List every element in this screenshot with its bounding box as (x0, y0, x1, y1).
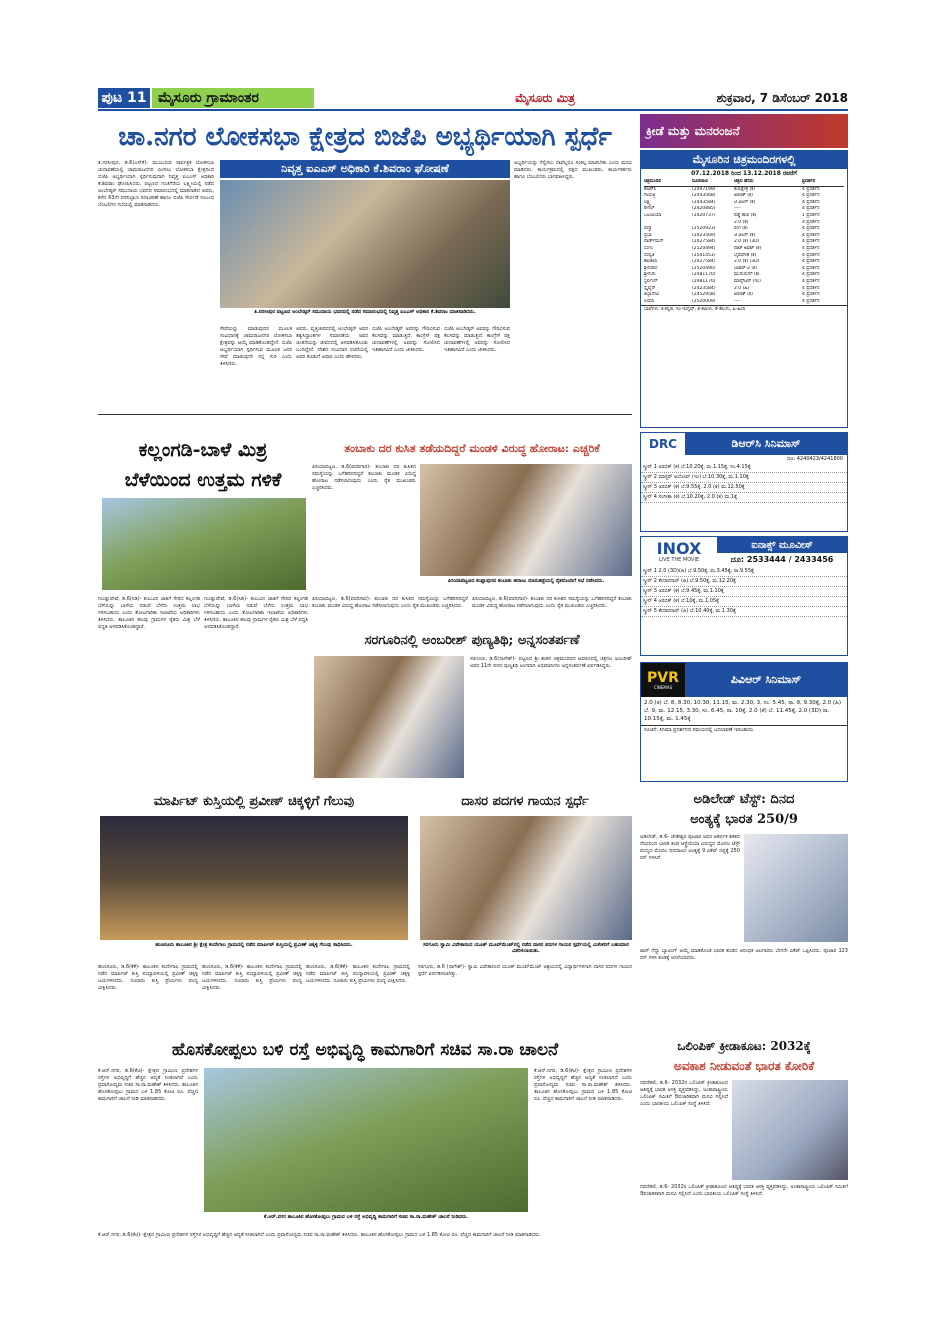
road-column-1: ಕೆ.ಆರ್.ನಗರ, ಡಿ.6(ಕೆಟಿ)- ಕ್ಷೇತ್ರದ ಗ್ರಾಮೀಣ ಪ್ರದೇಶಗಳ ರಸ್ತೆಗಳ ಅಭಿವೃದ್ಧಿಗೆ ಹೆಚ್ಚಿನ ಆದ್ಯತೆ ನೀಡಲಾಗಿದೆ ಎಂದು ಪ್ರವಾಸೋದ್ಯಮ ಸಚಿವ ಸಾ.ರಾ.ಮಹೇಶ್ ತಿಳಿಸಿದರು. ತಾಲೂಕಿನ ಹೊಸಕೋಪ್ಪಲು ಗ್ರಾಮದ ಬಳಿ 1.85 ಕೋಟಿ ರೂ. ವೆಚ್ಚದ ಕಾಮಗಾರಿಗೆ ಚಾಲನೆ ನೀಡಿ ಮಾತನಾಡಿದರು. (98, 1068, 198, 1102)
cinema-shows: 4 ಪ್ರದರ್ಶನ (802, 206, 820, 212)
cinema-name: ಸರಸ್ವತಿ (644, 252, 655, 258)
cinema-phone (692, 220, 734, 227)
cinema-shows: 4 ಪ್ರದರ್ಶನ (802, 252, 820, 258)
ambareesh-headline: ಸರಗೂರಿನಲ್ಲಿ ಅಂಬರೀಶ್ ಪುಣ್ಯತಿಥಿ; ಅನ್ನಸಂತರ್ಪಣೆ (364, 633, 580, 648)
cinema-header-name: ಚಿತ್ರಮಂದಿರ (644, 179, 662, 184)
olympic-photo (732, 1080, 848, 1180)
cinema-name (644, 220, 692, 227)
lead-column-4b: ಬಿಜೆಪಿ ಅಂಬೇಡ್ಕರ್ ಅವರನ್ನು ಗೌರವಿಸುವ ಕೆಲಸವನ್ನು ಮಾಡುತ್ತಿದೆ. ಕಾಂಗ್ರೆಸ್ ಪಕ್ಷ ಚುನಾವಣೆಗಳಲ್ಲಿ ಅವರನ್ನು ಸೋಲಿಸಿದ ಇತಿಹಾಸವಿದೆ ಎಂದು ಟೀಕಿಸಿದರು. (444, 326, 510, 353)
cinema-film: 2.0 (ಕ) (3D) (734, 259, 760, 265)
cinema-film: ಪಡ್ಡೆ ಹುಲಿ (ಕ) (734, 212, 757, 218)
cinema-film: ಬಜಾರ್-2 (ಕ) (734, 265, 757, 271)
dasara-photo (420, 816, 632, 940)
divider (98, 414, 632, 415)
cinema-film: ಟಿ ವಿಲನ್ (ಕ) (734, 199, 756, 205)
inox-row: ಸ್ಕ್ರೀನ್ 5 ಕೇದಾರನಾಥ್ (ಹಿ) ಬೆ.10.40ಕ್ಕೆ, ಮ.1.30ಕ್ಕೆ (641, 607, 847, 617)
cinema-name: ರೀಗಲ್ (644, 206, 655, 212)
cinema-phone: (2520490) (692, 265, 716, 271)
pvr-logo (641, 663, 685, 697)
cinema-shows: 4 ಪ್ರದರ್ಶನ (802, 298, 820, 304)
inox-row: ಸ್ಕ್ರೀನ್ 3 ಅರಬಿಕ್ (ಕ) ಬೆ.9.45ಕ್ಕೆ, ಮ.1.10ಕ್ಕೆ (641, 587, 847, 597)
wrestling-photo (100, 816, 408, 940)
cinema-title: ಮೈಸೂರಿನ ಚಿತ್ರಮಂದಿರಗಳಲ್ಲಿ (641, 151, 847, 169)
cinema-film: ಟಿ ವಿಲನ್ (ಕ) (734, 232, 756, 238)
inox-title-block (717, 537, 847, 567)
cinema-name: ಒಲಂಪಿಯಾ (644, 212, 662, 218)
road-column-3: ಕೆ.ಆರ್.ನಗರ, ಡಿ.6(ಕೆಟಿ)- ಕ್ಷೇತ್ರದ ಗ್ರಾಮೀಣ ಪ್ರದೇಶಗಳ ರಸ್ತೆಗಳ ಅಭಿವೃದ್ಧಿಗೆ ಹೆಚ್ಚಿನ ಆದ್ಯತೆ ನೀಡಲಾಗಿದೆ ಎಂದು ಪ್ರವಾಸೋದ್ಯಮ ಸಚಿವ ಸಾ.ರಾ.ಮಹೇಶ್ ತಿಳಿಸಿದರು. ತಾಲೂಕಿನ ಹೊಸಕೋಪ್ಪಲು ಗ್ರಾಮದ ಬಳಿ 1.85 ಕೋಟಿ ರೂ. ವೆಚ್ಚದ ಕಾಮಗಾರಿಗೆ ಚಾಲನೆ ನೀಡಿ ಮಾತನಾಡಿದರು. (98, 1232, 541, 1238)
lead-column-1: ತಿ.ನರಸೀಪುರ, ಡಿ.6(ಎಸ್‌ಕೆ)- ಮುಂಬರುವ ಸಾರ್ವತ್ರಿಕ ಲೋಕಸಭಾ ಚುನಾವಣೆಯಲ್ಲಿ ಚಾಮರಾಜನಗರ ಮೀಸಲು ಲೋಕಸಭಾ ಕ್ಷೇತ್ರದಿಂದ ಬಿಜೆಪಿ ಅಭ್ಯರ್ಥಿಯಾಗಿ ಸ್ಪರ್ಧಿಸುವುದಾಗಿ ನಿವೃತ್ತ ಐಎಎಸ್ ಅಧಿಕಾರಿ ಕೆ.ಶಿವರಾಂ ಘೋಷಿಸಿದರು. ಪಟ್ಟಣದ ಗಂಜಿಗೆರೆಯ ಲಕ್ಷ್ಮೀಯಲ್ಲಿ ನಡೆದ ಅಂಬೇಡ್ಕರ್ ಸಮುದಾಯ ಭವನದ ಸಮಾರಂಭದಲ್ಲಿ ಮಾತನಾಡಿದ ಅವರು, ಕಳೆದ 63ನೇ ಪರಿನಿಬ್ಬಾಣ ದಿನಾಚರಣೆ ಹಾಗೂ ಬಿಜೆಪಿ ಸೇರ್ಪಡೆ ಸಂಬಂಧ ಬೆಂಬಲಿಗರ ಸಭೆಯಲ್ಲಿ ಮಾತನಾಡಿದರು. (98, 160, 214, 208)
cinema-row (644, 253, 844, 260)
cinema-phone: (2420737) (692, 212, 716, 218)
pvr-schedule: 2.0 (ತ) ಬೆ. 8, 8.30, 10.30, 11.15, ಮ. 2.30, 3, ಸಂ. 5.45, ರಾ. 9, 9.30ಕ್ಕೆ, 2.0 (ಹಿ) ಬೆ. 9, ಮ. 12.15, 3.30, ಸಂ. 6.45, ರಾ. 10ಕ್ಕೆ, 2.0 (ತೆ) ಬೆ. 11.45ಕ್ಕೆ, 2.0 (3D) ರಾ. 10.15ಕ್ಕೆ, ಮ. 1.45ಕ್ಕೆ (644, 700, 842, 722)
cinema-row (644, 213, 844, 220)
wrestling-column-2: ಹುಣಸೂರು, ಡಿ.6(ಕೆಕೆ)- ತಾಲೂಕಿನ ಕಂದೇಗಾಲ ಗ್ರಾಮದಲ್ಲಿ ನಡೆದ ಮಾರ್ಪಿಟ್ ಕುಸ್ತಿ ಪಂದ್ಯಾವಳಿಯಲ್ಲಿ ಪ್ರವೀಣ್ ಚಿಕ್ಕಳ್ಳಿ ಜಯಗಳಿಸಿದರು. ನೂರಾರು ಕುಸ್ತಿ ಪ್ರೇಮಿಗಳು ಪಂದ್ಯ ವೀಕ್ಷಿಸಿದರು. (202, 964, 302, 991)
cinema-phone: (2520494) (692, 245, 716, 251)
cinema-film: ಮುಗುಳುನಗೆ (ಕ) (734, 272, 760, 278)
cinema-shows: 4 ಪ್ರದರ್ಶನ (802, 239, 820, 245)
pvr-logo-text: PVR (647, 669, 679, 686)
cinema-film: 2.0 (ಹಿ) (734, 285, 750, 291)
drc-header (641, 433, 847, 455)
cinema-shows: 4 ಪ್ರದರ್ಶನ (802, 232, 820, 238)
pvr-header (641, 663, 847, 697)
banana-headline-1: ಕಲ್ಲಂಗಡಿ-ಬಾಳೆ ಮಿಶ್ರ (138, 439, 268, 461)
cinema-phone: (2420885) (692, 206, 716, 212)
cinema-shows: 4 ಪ್ರದರ್ಶನ (802, 292, 820, 298)
inox-title: ಐನಾಕ್ಸ್ ಮೂವೀಸ್ (717, 537, 847, 553)
cinema-header-phone: ದೂರವಾಣಿ (692, 179, 708, 184)
cinema-shows: 1 ಪ್ರದರ್ಶನ (802, 212, 820, 218)
cinema-phone: (2541451) (692, 252, 716, 258)
tobacco-caption: ಪಿರಿಯಾಪಟ್ಟಣದ ಕಂಪ್ಲಾಪುರದ ತಂಬಾಕು ಹರಾಜು ಮಾರುಕಟ್ಟೆಯಲ್ಲಿ ರೈತರೊಂದಿಗೆ ಸಭೆ ನಡೆಸಿದರು. (447, 578, 605, 584)
pvr-title: ಪಿವಿಆರ್ ಸಿನಿಮಾಸ್ (685, 663, 847, 697)
cinema-row (644, 266, 844, 273)
cinema-name: ಗಾಯತ್ರಿ (644, 193, 656, 199)
cinema-row (644, 272, 844, 279)
cinema-film: ---- (734, 298, 741, 304)
lead-column-5: ಅಭ್ಯರ್ಥಿಯನ್ನು ಗೆಲ್ಲಿಸಲು ನಾವೆಲ್ಲರೂ ಸಂಕಲ್ಪ ಮಾಡಬೇಕು ಎಂದು ಮನವಿ ಮಾಡಿದರು. ಕಾರ್ಯಕ್ರಮದಲ್ಲಿ ಪಕ್ಷದ ಮುಖಂಡರು, ಕಾರ್ಯಕರ್ತರು ಹಾಗೂ ಬೆಂಬಲಿಗರು ಭಾಗವಹಿಸಿದ್ದರು. (514, 160, 632, 180)
cinema-film: 2.0 (ಕ) (3D) (734, 239, 760, 245)
cinema-phone: (2427584) (692, 259, 716, 265)
cinema-name: ಪ್ರಭಾ (644, 232, 652, 238)
drc-box (640, 432, 848, 532)
road-column-2: ಕೆ.ಆರ್.ನಗರ, ಡಿ.6(ಕೆಟಿ)- ಕ್ಷೇತ್ರದ ಗ್ರಾಮೀಣ ಪ್ರದೇಶಗಳ ರಸ್ತೆಗಳ ಅಭಿವೃದ್ಧಿಗೆ ಹೆಚ್ಚಿನ ಆದ್ಯತೆ ನೀಡಲಾಗಿದೆ ಎಂದು ಪ್ರವಾಸೋದ್ಯಮ ಸಚಿವ ಸಾ.ರಾ.ಮಹೇಶ್ ತಿಳಿಸಿದರು. ತಾಲೂಕಿನ ಹೊಸಕೋಪ್ಪಲು ಗ್ರಾಮದ ಬಳಿ 1.85 ಕೋಟಿ ರೂ. ವೆಚ್ಚದ ಕಾಮಗಾರಿಗೆ ಚಾಲನೆ ನೀಡಿ ಮಾತನಾಡಿದರು. (534, 1068, 632, 1102)
cinema-film: ಕುರುಕ್ಷೇತ್ರ (ಕ) (734, 186, 756, 192)
ambareesh-body: ಸರಗೂರು, ಡಿ.6(ನಾಗೇಶ್)- ಪಟ್ಟಣದ ಶ್ರೀ ಶಂಕರ ಚಿತ್ರಮಂದಿರದ ಆವರಣದಲ್ಲಿ ಚಿತ್ರನಟ ಅಂಬರೀಶ್ ಅವರ 11ನೇ ದಿನದ ಪುಣ್ಯತಿಥಿ ಅಂಗವಾಗಿ ಅಭಿಮಾನಿಗಳು ಅನ್ನಸಂತರ್ಪಣೆ ಏರ್ಪಡಿಸಿದ್ದರು. (470, 656, 632, 669)
cinema-name: ಸ್ಕೈಲೈನ್ (644, 285, 656, 291)
olympic-headline-1: ಒಲಿಂಪಿಕ್ ಕ್ರೀಡಾಕೂಟ: 2032ಕ್ಕೆ (677, 1039, 811, 1053)
tobacco-headline: ತಂಬಾಕು ದರ ಕುಸಿತ ತಡೆಯದಿದ್ದರೆ ಮಂಡಳಿ ವಿರುದ್ಧ ಹೋರಾಟ: ಎಚ್ಚರಿಕೆ (344, 442, 600, 455)
cinema-film: ನಾಟ್ ಅವಟ್ (ಕ) (734, 245, 762, 251)
drc-row: ಸ್ಕ್ರೀನ್ 2 ಮಾಸ್ಟರ್ ಅಬೋವ್ (ಇಂ) ಬೆ.10.30ಕ್ಕೆ, ಮ.1.10ಕ್ಕೆ (641, 473, 847, 483)
cinema-shows: 4 ಪ್ರದರ್ಶನ (802, 272, 820, 278)
pvr-note: ಸೂಚನೆ: ಸಿನಿಮಾ ಪ್ರದರ್ಶನದ ಸಮಯದಲ್ಲಿ ಬದಲಾವಣೆ ಇರಬಹುದು. (641, 725, 847, 735)
cinema-row (644, 299, 844, 306)
cinema-phone: (2497199) (692, 186, 716, 192)
inox-phone: ದೂ: 2533444 / 2433456 (730, 555, 834, 564)
cinema-shows: 4 ಪ್ರದರ್ಶನ (802, 265, 820, 271)
inox-row: ಸ್ಕ್ರೀನ್ 4 ಅರಬಿಕ್ (ಕ) ಬೆ.10ಕ್ಕೆ, ಮ.1.05ಕ್ಕೆ (641, 597, 847, 607)
cinema-note: ಭಾಷೆಗಳು: ಕ-ಕನ್ನಡ, ಇಂ-ಇಂಗ್ಲಿಷ್, ತ-ತಮಿಳು, ತೆ-ತೆಲುಗು, ಹಿ-ಹಿಂದಿ (641, 305, 847, 314)
dasara-caption: ಸರಗೂರು ಸ್ವಾಮಿ ವಿವೇಕಾನಂದ ಯೂತ್ ಮೂವ್‌ಮೆಂಟ್‌ನಲ್ಲಿ ನಡೆದ ದಾಸರ ಪದಗಳ ಗಾಯನ ಸ್ಪರ್ಧೆಯಲ್ಲಿ ವಿಜೇತರಿಗೆ ಬಹುಮಾನ ವಿತರಿಸಲಾಯಿತು. (423, 942, 629, 954)
dasara-headline: ದಾಸರ ಪದಗಳ ಗಾಯನ ಸ್ಪರ್ಧೆ (461, 794, 589, 809)
inox-logo-text: INOX (656, 539, 702, 558)
lead-headline: ಚಾ.ನಗರ ಲೋಕಸಭಾ ಕ್ಷೇತ್ರದ ಬಿಜೆಪಿ ಅಭ್ಯರ್ಥಿಯಾಗಿ ಸ್ಪರ್ಧೆ (118, 122, 612, 152)
cinema-box (640, 150, 848, 428)
lead-strap: ನಿವೃತ್ತ ಐಎಎಸ್ ಅಧಿಕಾರಿ ಕೆ.ಶಿವರಾಂ ಘೋಷಣೆ (220, 160, 510, 178)
drc-logo: DRC (641, 433, 685, 455)
cinema-row (644, 220, 844, 227)
cinema-phone: (2452958) (692, 292, 716, 298)
cinema-phone: (2481170) (692, 272, 716, 278)
inox-row: ಸ್ಕ್ರೀನ್ 2 ಕೇದಾರನಾಥ್ (ಹಿ) ಬೆ.9.50ಕ್ಕೆ, ಮ.12.20ಕ್ಕೆ (641, 577, 847, 587)
cinema-name: ಸಂಗಂ (644, 245, 653, 251)
lead-column-2: ಸೇವೆಯನ್ನು ಮಾಡುವುದರ ಮೂಲಕ ಸಂವಿಧಾನಕ್ಕೆ ಚಾಮರಾಜನಗರ ಲೋಕಸಭಾ ಕ್ಷೇತ್ರವನ್ನು ಆಯ್ಕೆ ಮಾಡಿಕೊಂಡಿದ್ದೇನೆ. ಬಿಜೆಪಿ ಅಭ್ಯರ್ಥಿಯಾಗಿ ಸ್ಪರ್ಧಿಸುವ ಮೂಲಕ ಜನರ ಸೇವೆ ಮಾಡುವುದೇ ನನ್ನ ಗುರಿ ಎಂದು ತಿಳಿಸಿದರು. (220, 326, 292, 367)
cinema-name: ಸ್ಟರ್ಲಿಂಗ್ (644, 278, 658, 284)
cinema-film: ರಂಗ (ಕ) (734, 226, 748, 232)
drc-row: ಸ್ಕ್ರೀನ್ 4 ಸಂಗೀತಾ (ಕ) ಬೆ.10.20ಕ್ಕೆ, 2.0 (ತ) ಮ.1ಕ್ಕೆ (641, 493, 847, 503)
tobacco-column-2: ಪಿರಿಯಾಪಟ್ಟಣ, ಡಿ.6(ವರದಿಗಾರ)- ತಂಬಾಕು ದರ ಕುಸಿತದ ಸಮಸ್ಯೆಯನ್ನು ಬಗೆಹರಿಸದಿದ್ದರೆ ತಂಬಾಕು ಮಂಡಳಿ ವಿರುದ್ಧ ಹೋರಾಟ ನಡೆಸಲಾಗುವುದು ಎಂದು ರೈತ ಮುಖಂಡರು ಎಚ್ಚರಿಸಿದರು. (312, 596, 468, 609)
cricket-column-1: ಅಡಿಲೇಡ್, ಡಿ.6- ಚೇತೇಶ್ವರ ಪೂಜಾರ ಅವರ ಆಕರ್ಷಕ ಶತಕದ ನೆರವಿನಿಂದ ಭಾರತ ತಂಡ ಆಸ್ಟ್ರೇಲಿಯಾ ವಿರುದ್ಧದ ಮೊದಲ ಟೆಸ್ಟ್ ಪಂದ್ಯದ ಮೊದಲ ದಿನದಾಟದ ಅಂತ್ಯಕ್ಕೆ 9 ವಿಕೆಟ್ ನಷ್ಟಕ್ಕೆ 250 ರನ್ ಗಳಿಸಿದೆ. (640, 834, 740, 861)
ambareesh-photo (314, 656, 464, 778)
tobacco-column-3: ಪಿರಿಯಾಪಟ್ಟಣ, ಡಿ.6(ವರದಿಗಾರ)- ತಂಬಾಕು ದರ ಕುಸಿತದ ಸಮಸ್ಯೆಯನ್ನು ಬಗೆಹರಿಸದಿದ್ದರೆ ತಂಬಾಕು ಮಂಡಳಿ ವಿರುದ್ಧ ಹೋರಾಟ ನಡೆಸಲಾಗುವುದು ಎಂದು ರೈತ ಮುಖಂಡರು ಎಚ್ಚರಿಸಿದರು. (472, 596, 632, 609)
cinema-row (644, 259, 844, 266)
cinema-shows: 4 ಪ್ರದರ್ಶನ (802, 245, 820, 251)
cricket-headline-2: ಅಂತ್ಯಕ್ಕೆ ಭಾರತ 250/9 (690, 812, 798, 827)
header-rule (98, 109, 848, 111)
cricket-column-2: ಟಾಸ್ ಗೆದ್ದು ಬ್ಯಾಟಿಂಗ್ ಆಯ್ಕೆ ಮಾಡಿಕೊಂಡ ಭಾರತ ತಂಡದ ಆರಂಭಿಕ ಆಟಗಾರರು ಬೇಗನೇ ವಿಕೆಟ್ ಒಪ್ಪಿಸಿದರು. ಪೂಜಾರ 123 ರನ್ ಗಳಿಸಿ ತಂಡಕ್ಕೆ ಆಸರೆಯಾದರು. (640, 948, 848, 961)
drc-row: ಸ್ಕ್ರೀನ್ 3 ಅರಬಿಕ್ (ಕ) ಬೆ.9.55ಕ್ಕೆ, 2.0 (ತ) ಮ.12.50ಕ್ಕೆ (641, 483, 847, 493)
cinema-name: ತಿಬ್ಬಾದೇವಿ (644, 292, 659, 298)
cinema-row (644, 239, 844, 246)
drc-phone: ದೂ: 4240423/4241800 (787, 456, 843, 462)
drc-title: ಡಿಆರ್‌ಸಿ ಸಿನಿಮಾಸ್ (731, 437, 801, 450)
cinema-name: ಪದ್ಮಾ (644, 226, 652, 232)
banana-column-2: ಗುಂಡ್ಲುಪೇಟೆ, ಡಿ.6(ಸಿಡಿ)- ಕುಲುವಿನ ಜಾತಿಗೆ ಸೇರಿದ ಕಲ್ಲಂಗಡಿ ಬೆಳೆಯನ್ನು ಬಾಳೆಯ ನಡುವೆ ಬೆಳೆದು ಉತ್ತಮ ಲಾಭ ಗಳಿಸಬಹುದು ಎಂದು ತೋಟಗಾರಿಕಾ ಇಲಾಖೆಯ ಅಧಿಕಾರಿಗಳು ತಿಳಿಸಿದರು. ತಾಲೂಕಿನ ಹಲವು ಗ್ರಾಮಗಳ ರೈತರು ಮಿಶ್ರ ಬೆಳೆ ಪದ್ಧತಿ ಅಳವಡಿಸಿಕೊಂಡಿದ್ದಾರೆ. (204, 596, 308, 630)
cinema-name: ಡಿಆರ್‌ಸಿ (644, 186, 657, 192)
cinema-row (644, 206, 844, 213)
cinema-phone: (2423569) (692, 232, 716, 238)
cinema-row (644, 233, 844, 240)
page-number: ಪುಟ 11 (98, 88, 150, 108)
dasara-body: ಸರಗೂರು, ಡಿ.6 (ನಾಗೇಶ್)- ಸ್ವಾಮಿ ವಿವೇಕಾನಂದ ಯೂತ್ ಮೂವ್‌ಮೆಂಟ್ ಆಶ್ರಯದಲ್ಲಿ ವಿದ್ಯಾರ್ಥಿಗಳಿಗಾಗಿ ದಾಸರ ಪದಗಳ ಗಾಯನ ಸ್ಪರ್ಧೆ ಏರ್ಪಡಿಸಲಾಗಿತ್ತು. (418, 964, 632, 977)
cinema-shows: 4 ಪ್ರದರ್ಶನ (802, 226, 820, 232)
cinema-row (644, 226, 844, 233)
cinema-shows: 4 ಪ್ರದರ್ಶನ (802, 219, 820, 225)
cinema-film: ---- (734, 206, 741, 212)
olympic-headline-2: ಅವಕಾಶ ನೀಡುವಂತೆ ಭಾರತ ಕೋರಿಕೆ (673, 1059, 815, 1073)
section-title: ಮೈಸೂರು ಗ್ರಾಮಾಂತರ (152, 88, 314, 108)
cinema-film: 2.0 (ತ) (734, 219, 749, 225)
cricket-headline-1: ಅಡಿಲೇಡ್ ಟೆಸ್ಟ್: ದಿನದ (693, 792, 795, 807)
tobacco-photo (420, 464, 632, 576)
cinema-name: ಶ್ರೀನಿವಾಸ (644, 265, 658, 271)
pvr-logo-sub: CINEMAS (653, 684, 673, 690)
cinema-row (644, 193, 844, 200)
cinema-name: ಶಾಂತಲಾ (644, 259, 657, 265)
road-photo (204, 1068, 528, 1212)
road-headline: ಹೊಸಕೋಪ್ಪಲು ಬಳಿ ರಸ್ತೆ ಅಭಿವೃದ್ಧಿ ಕಾಮಗಾರಿಗೆ ಸಚಿವ ಸಾ.ರಾ ಚಾಲನೆ (171, 1040, 559, 1060)
sidebar-banner (640, 114, 848, 148)
cinema-name: ಶ್ರೀಗುರು (644, 272, 656, 278)
cinema-row (644, 279, 844, 286)
cinema-phone: (2443584) (692, 199, 716, 205)
tobacco-column-1: ಪಿರಿಯಾಪಟ್ಟಣ, ಡಿ.6(ವರದಿಗಾರ)- ತಂಬಾಕು ದರ ಕುಸಿತದ ಸಮಸ್ಯೆಯನ್ನು ಬಗೆಹರಿಸದಿದ್ದರೆ ತಂಬಾಕು ಮಂಡಳಿ ವಿರುದ್ಧ ಹೋರಾಟ ನಡೆಸಲಾಗುವುದು ಎಂದು ರೈತ ಮುಖಂಡರು ಎಚ್ಚರಿಸಿದರು. (312, 464, 416, 491)
banana-headline-2: ಬೆಳೆಯಿಂದ ಉತ್ತಮ ಗಳಿಕೆ (124, 469, 282, 491)
inox-logo (641, 537, 717, 567)
cinema-phone: (2520009) (692, 298, 716, 304)
drc-row: ಸ್ಕ್ರೀನ್ 1 ಅರಬಿಕ್ (ಕ) ಬೆ.10.20ಕ್ಕೆ, ಮ.1.15ಕ್ಕೆ, ಸಂ.4.15ಕ್ಕೆ (641, 463, 847, 473)
banana-column-1: ಗುಂಡ್ಲುಪೇಟೆ, ಡಿ.6(ಸಿಡಿ)- ಕುಲುವಿನ ಜಾತಿಗೆ ಸೇರಿದ ಕಲ್ಲಂಗಡಿ ಬೆಳೆಯನ್ನು ಬಾಳೆಯ ನಡುವೆ ಬೆಳೆದು ಉತ್ತಮ ಲಾಭ ಗಳಿಸಬಹುದು ಎಂದು ತೋಟಗಾರಿಕಾ ಇಲಾಖೆಯ ಅಧಿಕಾರಿಗಳು ತಿಳಿಸಿದರು. ತಾಲೂಕಿನ ಹಲವು ಗ್ರಾಮಗಳ ರೈತರು ಮಿಶ್ರ ಬೆಳೆ ಪದ್ಧತಿ ಅಳವಡಿಸಿಕೊಂಡಿದ್ದಾರೆ. (98, 596, 200, 630)
cinema-row (644, 187, 844, 194)
cinema-name: ಲಕ್ಷ್ಮಿ (644, 199, 651, 205)
cinema-name: ಉಮಾ (644, 298, 655, 304)
pvr-box (640, 662, 848, 782)
cinema-shows: 4 ಪ್ರದರ್ಶನ (802, 278, 820, 284)
cinema-film: ಮಾನ್ಸ್‌ಟರ್ (ಇಂ) (734, 278, 761, 284)
lead-column-4: ಬಿಜೆಪಿ ಅಂಬೇಡ್ಕರ್ ಅವರನ್ನು ಗೌರವಿಸುವ ಕೆಲಸವನ್ನು ಮಾಡುತ್ತಿದೆ. ಕಾಂಗ್ರೆಸ್ ಪಕ್ಷ ಚುನಾವಣೆಗಳಲ್ಲಿ ಅವರನ್ನು ಸೋಲಿಸಿದ ಇತಿಹಾಸವಿದೆ ಎಂದು ಟೀಕಿಸಿದರು. (372, 326, 440, 353)
cinema-name: ವಾರ್ಡ್‌ಮನ್ (644, 239, 664, 245)
cinema-shows: 4 ಪ್ರದರ್ಶನ (802, 199, 820, 205)
cinema-row (644, 246, 844, 253)
cinema-phone: (2443568) (692, 193, 716, 199)
cinema-dates: 07.12.2018 ರಿಂದ 13.12.2018 ರವರೆಗೆ (691, 170, 797, 177)
wrestling-headline: ಮಾರ್ಪಿಟ್ ಕುಸ್ತಿಯಲ್ಲಿ ಪ್ರವೀಣ್ ಚಿಕ್ಕಳ್ಳಿಗೆ ಗೆಲುವು (153, 794, 355, 809)
cinema-shows: 4 ಪ್ರದರ್ಶನ (802, 259, 820, 265)
cinema-shows: 4 ಪ್ರದರ್ಶನ (802, 193, 820, 199)
wrestling-caption: ಹುಣಸೂರು ತಾಲೂಕಿನ ಶ್ರೀ ಕ್ಷೇತ್ರ ಕಂದೇಗಾಲ ಗ್ರಾಮದಲ್ಲಿ ನಡೆದ ಮಾರ್ಪಿಟ್ ಕುಸ್ತಿಯಲ್ಲಿ ಪ್ರವೀಣ್ ಚಿಕ್ಕಳ್ಳಿ ಗೆಲುವು ಸಾಧಿಸಿದರು. (155, 942, 353, 948)
lead-caption: ತಿ.ನರಸೀಪುರ ಪಟ್ಟಣದ ಅಂಬೇಡ್ಕರ್ ಸಮುದಾಯ ಭವನದಲ್ಲಿ ನಡೆದ ಸಮಾರಂಭದಲ್ಲಿ ನಿವೃತ್ತ ಐಎಎಸ್ ಅಧಿಕಾರಿ ಕೆ.ಶಿವರಾಂ ಮಾತನಾಡಿದರು. (254, 309, 476, 315)
cinema-row (644, 286, 844, 293)
cinema-phone: (2427584) (692, 239, 716, 245)
cinema-shows: 4 ಪ್ರದರ್ಶನ (802, 186, 820, 192)
cinema-phone: (2423584) (692, 285, 716, 291)
sidebar-banner-title: ಕ್ರೀಡೆ ಮತ್ತು ಮನರಂಜನೆ (646, 123, 740, 138)
cinema-header-film: ಚಿತ್ರದ ಹೆಸರು (734, 179, 754, 184)
cinema-film: ಅರಬಿಕ್ (ಕ) (734, 292, 753, 298)
issue-date: ಶುಕ್ರವಾರ, 7 ಡಿಸೆಂಬರ್ 2018 (716, 91, 848, 105)
olympic-column-2: ನವದೆಹಲಿ, ಡಿ.6- 2032ರ ಒಲಿಂಪಿಕ್ ಕ್ರೀಡಾಕೂಟದ ಆತಿಥ್ಯಕ್ಕೆ ಭಾರತ ಆಸಕ್ತಿ ವ್ಯಕ್ತಪಡಿಸಿದ್ದು, ಅಂತಾರಾಷ್ಟ್ರೀಯ ಒಲಿಂಪಿಕ್ ಸಮಿತಿಗೆ ಔಪಚಾರಿಕವಾಗಿ ಮನವಿ ಸಲ್ಲಿಸಿದೆ ಎಂದು ಭಾರತೀಯ ಒಲಿಂಪಿಕ್ ಸಂಸ್ಥೆ ತಿಳಿಸಿದೆ. (640, 1184, 848, 1197)
wrestling-column-1: ಹುಣಸೂರು, ಡಿ.6(ಕೆಕೆ)- ತಾಲೂಕಿನ ಕಂದೇಗಾಲ ಗ್ರಾಮದಲ್ಲಿ ನಡೆದ ಮಾರ್ಪಿಟ್ ಕುಸ್ತಿ ಪಂದ್ಯಾವಳಿಯಲ್ಲಿ ಪ್ರವೀಣ್ ಚಿಕ್ಕಳ್ಳಿ ಜಯಗಳಿಸಿದರು. ನೂರಾರು ಕುಸ್ತಿ ಪ್ರೇಮಿಗಳು ಪಂದ್ಯ ವೀಕ್ಷಿಸಿದರು. (98, 964, 198, 991)
cinema-row (644, 200, 844, 207)
lead-column-3: ಅವರು, ವೃತ್ತಿಜೀವನದಲ್ಲಿ ಅಂಬೇಡ್ಕರ್ ಅವರ ತತ್ವಸಿದ್ಧಾಂತಗಳ ಸಮಾನತೆಯ ಅವರ ಚಿಂತನೆಯನ್ನು ಜೀವನದಲ್ಲಿ ಅಳವಡಿಸಿಕೊಂಡು ಬಂದಿದ್ದೇನೆ. ದೇಶದ ಸಂವಿಧಾನ ರಚನೆಯಲ್ಲಿ ಅವರ ಕೊಡುಗೆ ಅಪಾರ ಎಂದು ಹೇಳಿದರು. (296, 326, 368, 360)
cinema-phone: (2481170) (692, 278, 716, 284)
inox-header (641, 537, 847, 567)
inox-row: ಸ್ಕ್ರೀನ್ 1 2.0 (3D)(ಹಿ) ಬೆ.9.50ಕ್ಕೆ, ಮ.3.45ಕ್ಕೆ, ರಾ.9.55ಕ್ಕೆ (641, 567, 847, 577)
wrestling-column-3: ಹುಣಸೂರು, ಡಿ.6(ಕೆಕೆ)- ತಾಲೂಕಿನ ಕಂದೇಗಾಲ ಗ್ರಾಮದಲ್ಲಿ ನಡೆದ ಮಾರ್ಪಿಟ್ ಕುಸ್ತಿ ಪಂದ್ಯಾವಳಿಯಲ್ಲಿ ಪ್ರವೀಣ್ ಚಿಕ್ಕಳ್ಳಿ ಜಯಗಳಿಸಿದರು. ನೂರಾರು ಕುಸ್ತಿ ಪ್ರೇಮಿಗಳು ಪಂದ್ಯ ವೀಕ್ಷಿಸಿದರು. (306, 964, 410, 984)
cinema-header-shows: ಪ್ರದರ್ಶನ (802, 179, 816, 184)
cricket-photo (744, 834, 848, 942)
inox-tagline: LIVE THE MOVIE (658, 557, 700, 563)
cinema-row (644, 292, 844, 299)
cinema-film: ಅರಬಿಕ್ (ಕ) (734, 193, 753, 199)
banana-photo (102, 498, 306, 590)
cinema-shows: 4 ಪ್ರದರ್ಶನ (802, 285, 820, 291)
inox-box (640, 536, 848, 656)
cinema-table (641, 179, 847, 305)
cinema-film: ಭೈರವಗೀತ (ಕ) (734, 252, 757, 258)
road-caption: ಕೆ.ಆರ್.ನಗರ ತಾಲೂಕಿನ ಹೊಸಕೋಪ್ಪಲು ಗ್ರಾಮದ ಬಳಿ ರಸ್ತೆ ಅಭಿವೃದ್ಧಿ ಕಾಮಗಾರಿಗೆ ಸಚಿವ ಸಾ.ರಾ.ಮಹೇಶ್ ಚಾಲನೆ ನೀಡಿದರು. (263, 1214, 469, 1220)
cinema-phone: (2520923) (692, 226, 716, 232)
masthead: ಮೈಸೂರು ಮಿತ್ರ (515, 91, 575, 105)
olympic-column-1: ನವದೆಹಲಿ, ಡಿ.6- 2032ರ ಒಲಿಂಪಿಕ್ ಕ್ರೀಡಾಕೂಟದ ಆತಿಥ್ಯಕ್ಕೆ ಭಾರತ ಆಸಕ್ತಿ ವ್ಯಕ್ತಪಡಿಸಿದ್ದು, ಅಂತಾರಾಷ್ಟ್ರೀಯ ಒಲಿಂಪಿಕ್ ಸಮಿತಿಗೆ ಔಪಚಾರಿಕವಾಗಿ ಮನವಿ ಸಲ್ಲಿಸಿದೆ ಎಂದು ಭಾರತೀಯ ಒಲಿಂಪಿಕ್ ಸಂಸ್ಥೆ ತಿಳಿಸಿದೆ. (640, 1080, 728, 1107)
cinema-header-row (644, 179, 844, 187)
lead-photo (220, 180, 510, 308)
